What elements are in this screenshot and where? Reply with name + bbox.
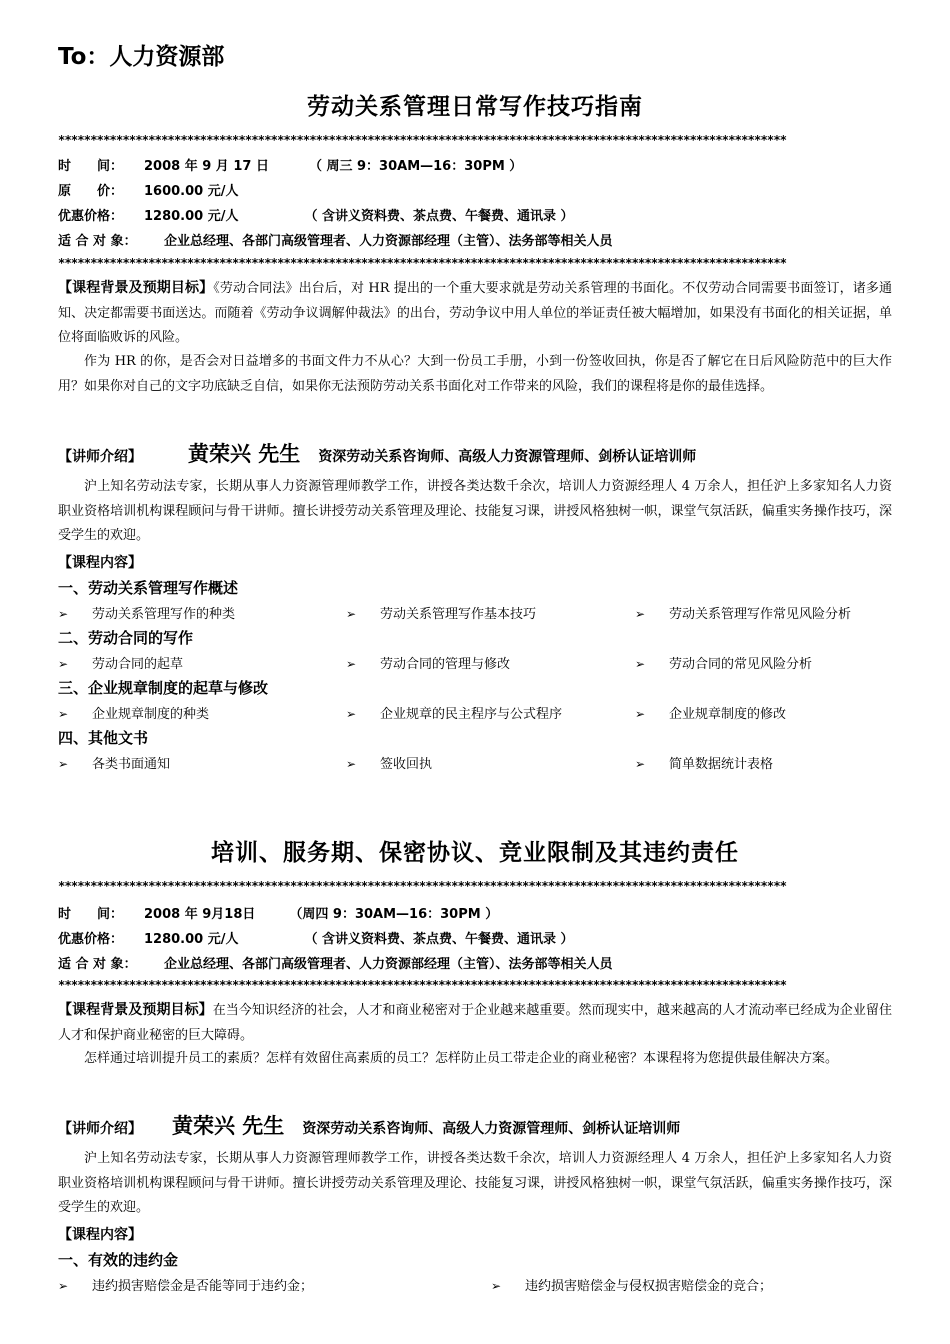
course2-lecturer-row (58, 1110, 680, 1140)
list-item: ➢ 签收回执 (346, 757, 433, 772)
course2-content-tag: 【课程内容】 (58, 1227, 142, 1243)
discount-note: （ 含讲义资料费、茶点费、午餐费、通讯录 ） (304, 209, 574, 224)
discount-label: 优惠价格： (58, 932, 124, 947)
background-tag: 【课程背景及预期目标】 (58, 1002, 213, 1018)
audience-label: 适 合 对 象： (58, 957, 137, 972)
stars-divider: ***************************************************************************************************************** (58, 256, 787, 270)
course1-price-row (58, 180, 239, 199)
bullet-arrow-icon: ➢ (58, 757, 69, 771)
discount-value: 1280.00 元/人 (144, 209, 239, 224)
list-item: ➢ 企业规章制度的种类 (58, 707, 210, 722)
list-item: ➢ 劳动合同的常见风险分析 (635, 657, 813, 672)
bullet-arrow-icon: ➢ (635, 757, 646, 771)
course2-lecturer-bio: 沪上知名劳动法专家，长期从事人力资源管理师教学工作，讲授各类达数千余次，培训人力资源经理人 4 万余人，担任沪上多家知名人力资职业资格培训机构课程顾问与骨干讲师。擅长讲授劳动关系管理及理论、技能复习课，讲授风格独树一帜，课堂气氛活跃，偏重实务操作技巧，深受学生的欢迎。 (58, 1151, 892, 1215)
bullet-arrow-icon: ➢ (346, 757, 357, 771)
list-item: ➢ 劳动关系管理写作常见风险分析 (635, 607, 852, 622)
list-item: ➢ 简单数据统计表格 (635, 757, 774, 772)
course2-discount-row (58, 928, 574, 947)
lecturer-tag: 【讲师介绍】 (58, 1121, 142, 1137)
list-item: ➢ 劳动合同的起草 (58, 657, 184, 672)
stars-divider: ***************************************************************************************************************** (58, 978, 787, 992)
course1-section-title: 四、其他文书 (58, 729, 149, 747)
price-value: 1600.00 元/人 (144, 184, 239, 199)
bullet-arrow-icon: ➢ (346, 657, 357, 671)
course1-section-title: 二、劳动合同的写作 (58, 629, 194, 647)
bullet-arrow-icon: ➢ (58, 657, 69, 671)
stars-divider: ***************************************************************************************************************** (58, 133, 787, 147)
discount-note: （ 含讲义资料费、茶点费、午餐费、通讯录 ） (304, 932, 574, 947)
course1-section-title: 一、劳动关系管理写作概述 (58, 579, 239, 597)
list-item: ➢ 违约损害赔偿金是否能等同于违约金； (58, 1279, 314, 1294)
time-value: 2008 年 9 月 17 日 (144, 159, 269, 174)
bullet-arrow-icon: ➢ (58, 707, 69, 721)
stars-divider: ***************************************************************************************************************** (58, 879, 787, 893)
course1-background-2: 作为 HR 的你，是否会对日益增多的书面文件力不从心？大到一份员工手册，小到一份签收回执，你是否了解它在日后风险防范中的巨大作用？如果你对自己的文字功底缺乏自信，如果你无法预防劳动关系书面化对工作带来的风险，我们的课程将是你的最佳选择。 (58, 354, 892, 394)
lecturer-name: 黄荣兴 先生 (172, 1114, 285, 1138)
discount-value: 1280.00 元/人 (144, 932, 239, 947)
course1-discount-row (58, 205, 574, 224)
bullet-arrow-icon: ➢ (346, 607, 357, 621)
time-note: （ 周三 9：30AM—16：30PM ） (308, 159, 523, 174)
bullet-arrow-icon: ➢ (635, 707, 646, 721)
discount-label: 优惠价格： (58, 209, 124, 224)
course1-lecturer-row (58, 438, 696, 468)
lecturer-tag: 【讲师介绍】 (58, 449, 142, 465)
course2-section-title: 一、有效的违约金 (58, 1251, 179, 1269)
list-item: ➢ 劳动合同的管理与修改 (346, 657, 511, 672)
price-label: 原 价： (58, 184, 124, 199)
background-tag: 【课程背景及预期目标】 (58, 280, 214, 296)
audience-label: 适 合 对 象： (58, 234, 137, 249)
course2-background-2: 怎样通过培训提升员工的素质？怎样有效留住高素质的员工？怎样防止员工带走企业的商业秘密？本课程将为您提供最佳解决方案。 (84, 1051, 839, 1066)
bullet-arrow-icon: ➢ (635, 607, 646, 621)
course1-title: 劳动关系管理日常写作技巧指南 (307, 94, 643, 120)
bullet-arrow-icon: ➢ (346, 707, 357, 721)
course2-time-row (58, 903, 498, 922)
recipient-line: To：人力资源部 (58, 44, 225, 70)
bullet-arrow-icon: ➢ (635, 657, 646, 671)
course2-title: 培训、服务期、保密协议、竞业限制及其违约责任 (211, 840, 739, 866)
bullet-arrow-icon: ➢ (58, 1279, 69, 1293)
list-item: ➢ 劳动关系管理写作基本技巧 (346, 607, 537, 622)
list-item: ➢ 企业规章制度的修改 (635, 707, 787, 722)
lecturer-desc: 资深劳动关系咨询师、高级人力资源管理师、剑桥认证培训师 (302, 1121, 681, 1137)
background-text: 《劳动合同法》出台后，对 HR 提出的一个重大要求就是劳动关系管理的书面化。不仅劳动合同需要书面签订，诸多通知、决定都需要书面送达。而随着《劳动争议调解仲裁法》的出台，劳动争议中用人单位的举证责任被大幅增加，如果没有书面化的相关证据，单位将面临败诉的风险。 (58, 281, 893, 345)
audience-value: 企业总经理、各部门高级管理者、人力资源部经理（主管）、法务部等相关人员 (164, 234, 613, 249)
course1-section-title: 三、企业规章制度的起草与修改 (58, 679, 269, 697)
course2-background (58, 998, 892, 1048)
course1-lecturer-bio: 沪上知名劳动法专家，长期从事人力资源管理师教学工作，讲授各类达数千余次，培训人力资源经理人 4 万余人，担任沪上多家知名人力资职业资格培训机构课程顾问与骨干讲师。擅长讲授劳动关系管理及理论、技能复习课，讲授风格独树一帜，课堂气氛活跃，偏重实务操作技巧，深受学生的欢迎。 (58, 479, 892, 543)
course1-background (58, 276, 892, 351)
lecturer-desc: 资深劳动关系咨询师、高级人力资源管理师、剑桥认证培训师 (318, 449, 697, 465)
lecturer-name: 黄荣兴 先生 (188, 442, 301, 466)
course1-audience-row (58, 230, 613, 249)
list-item: ➢ 违约损害赔偿金与侵权损害赔偿金的竞合； (491, 1279, 773, 1294)
course2-audience-row (58, 953, 613, 972)
bullet-arrow-icon: ➢ (58, 607, 69, 621)
course1-time-row (58, 155, 522, 174)
time-label: 时 间： (58, 159, 124, 174)
time-label: 时 间： (58, 907, 124, 922)
time-value: 2008 年 9月18日 (144, 907, 256, 922)
list-item: ➢ 各类书面通知 (58, 757, 171, 772)
audience-value: 企业总经理、各部门高级管理者、人力资源部经理（主管）、法务部等相关人员 (164, 957, 613, 972)
list-item: ➢ 劳动关系管理写作的种类 (58, 607, 236, 622)
background-text: 在当今知识经济的社会，人才和商业秘密对于企业越来越重要。然而现实中，越来越高的人才流动率已经成为企业留住人才和保护商业秘密的巨大障碍。 (58, 1003, 892, 1043)
bullet-arrow-icon: ➢ (491, 1279, 502, 1293)
course1-content-tag: 【课程内容】 (58, 555, 142, 571)
time-note: （周四 9：30AM—16：30PM ） (289, 907, 499, 922)
list-item: ➢ 企业规章的民主程序与公式程序 (346, 707, 563, 722)
